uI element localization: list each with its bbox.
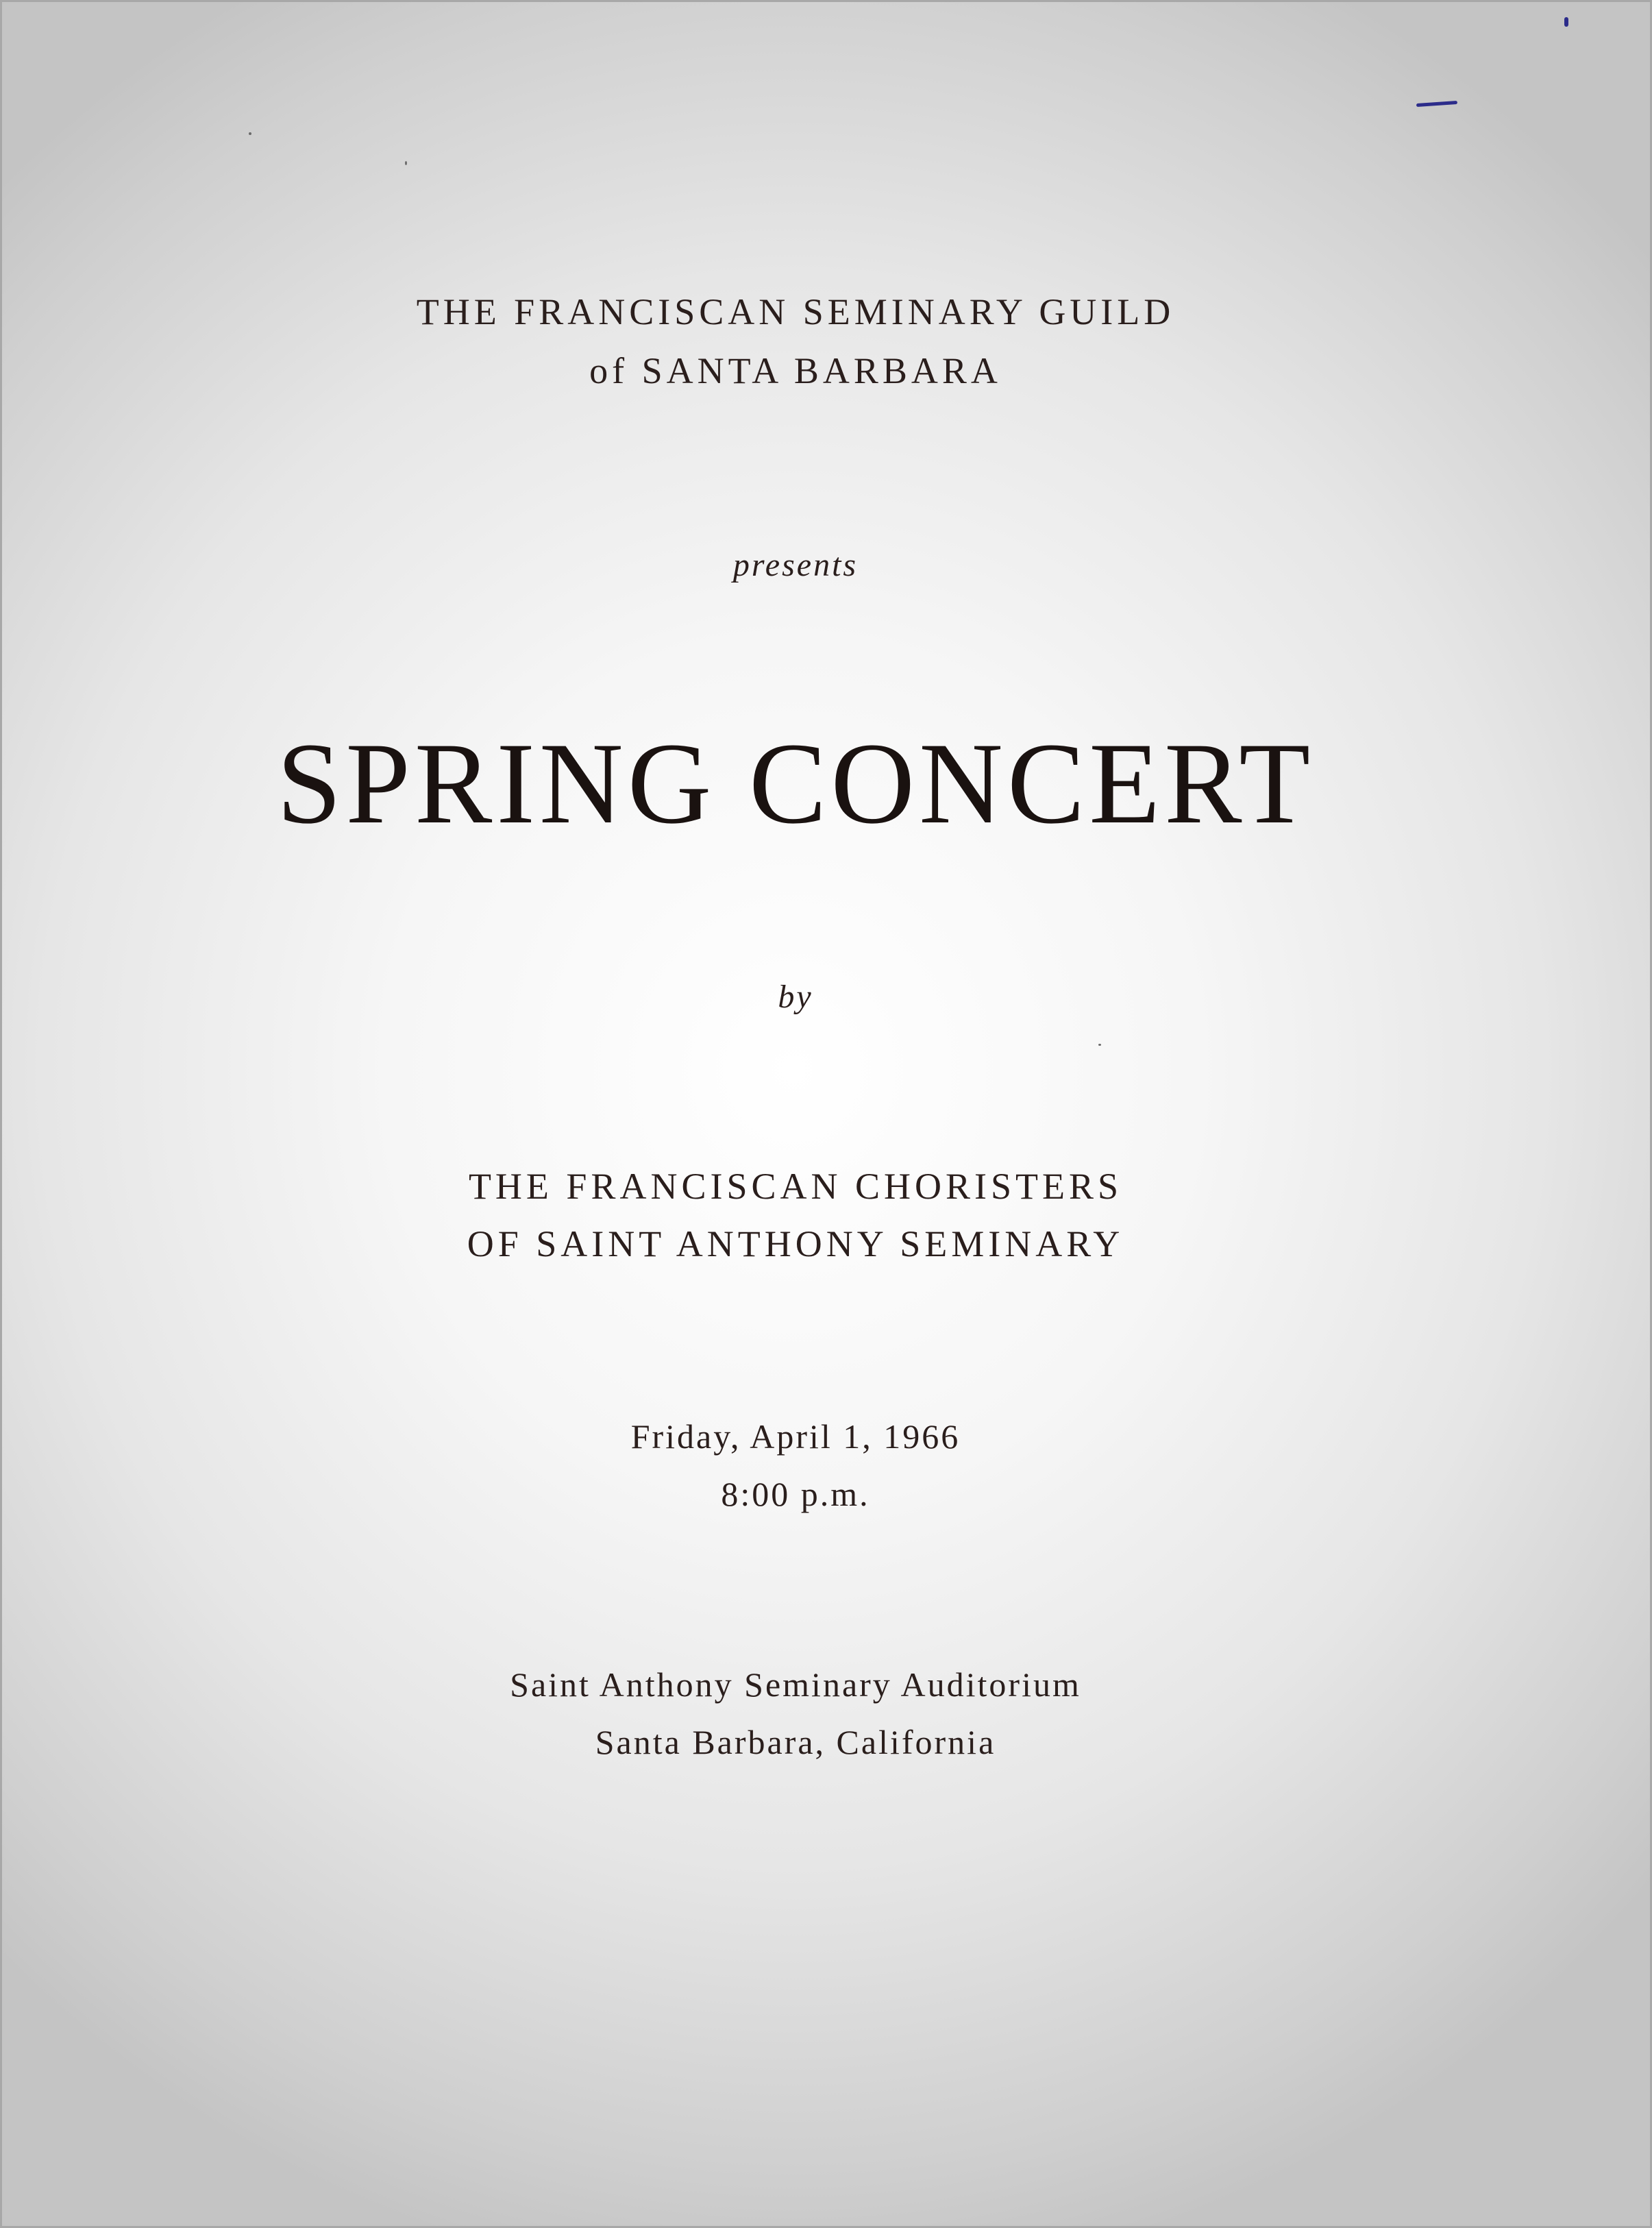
presents-text: presents <box>732 547 859 583</box>
event-date: Friday, April 1, 1966 <box>630 1417 961 1456</box>
guild-name: THE FRANCISCAN SEMINARY GUILD <box>416 291 1175 332</box>
venue-city: Santa Barbara, California <box>595 1723 996 1761</box>
choir-name: THE FRANCISCAN CHORISTERS <box>468 1166 1123 1207</box>
venue-name: Saint Anthony Seminary Auditorium <box>510 1665 1081 1704</box>
concert-title: SPRING CONCERT <box>276 719 1315 848</box>
ink-mark <box>1564 17 1568 27</box>
event-time: 8:00 p.m. <box>721 1475 870 1513</box>
ink-mark <box>1416 101 1457 107</box>
by-text: by <box>778 979 813 1015</box>
speck <box>405 161 407 165</box>
choir-seminary: OF SAINT ANTHONY SEMINARY <box>467 1223 1124 1264</box>
speck <box>249 132 251 135</box>
speck <box>1098 1044 1101 1046</box>
guild-location: of SANTA BARBARA <box>589 350 1002 391</box>
